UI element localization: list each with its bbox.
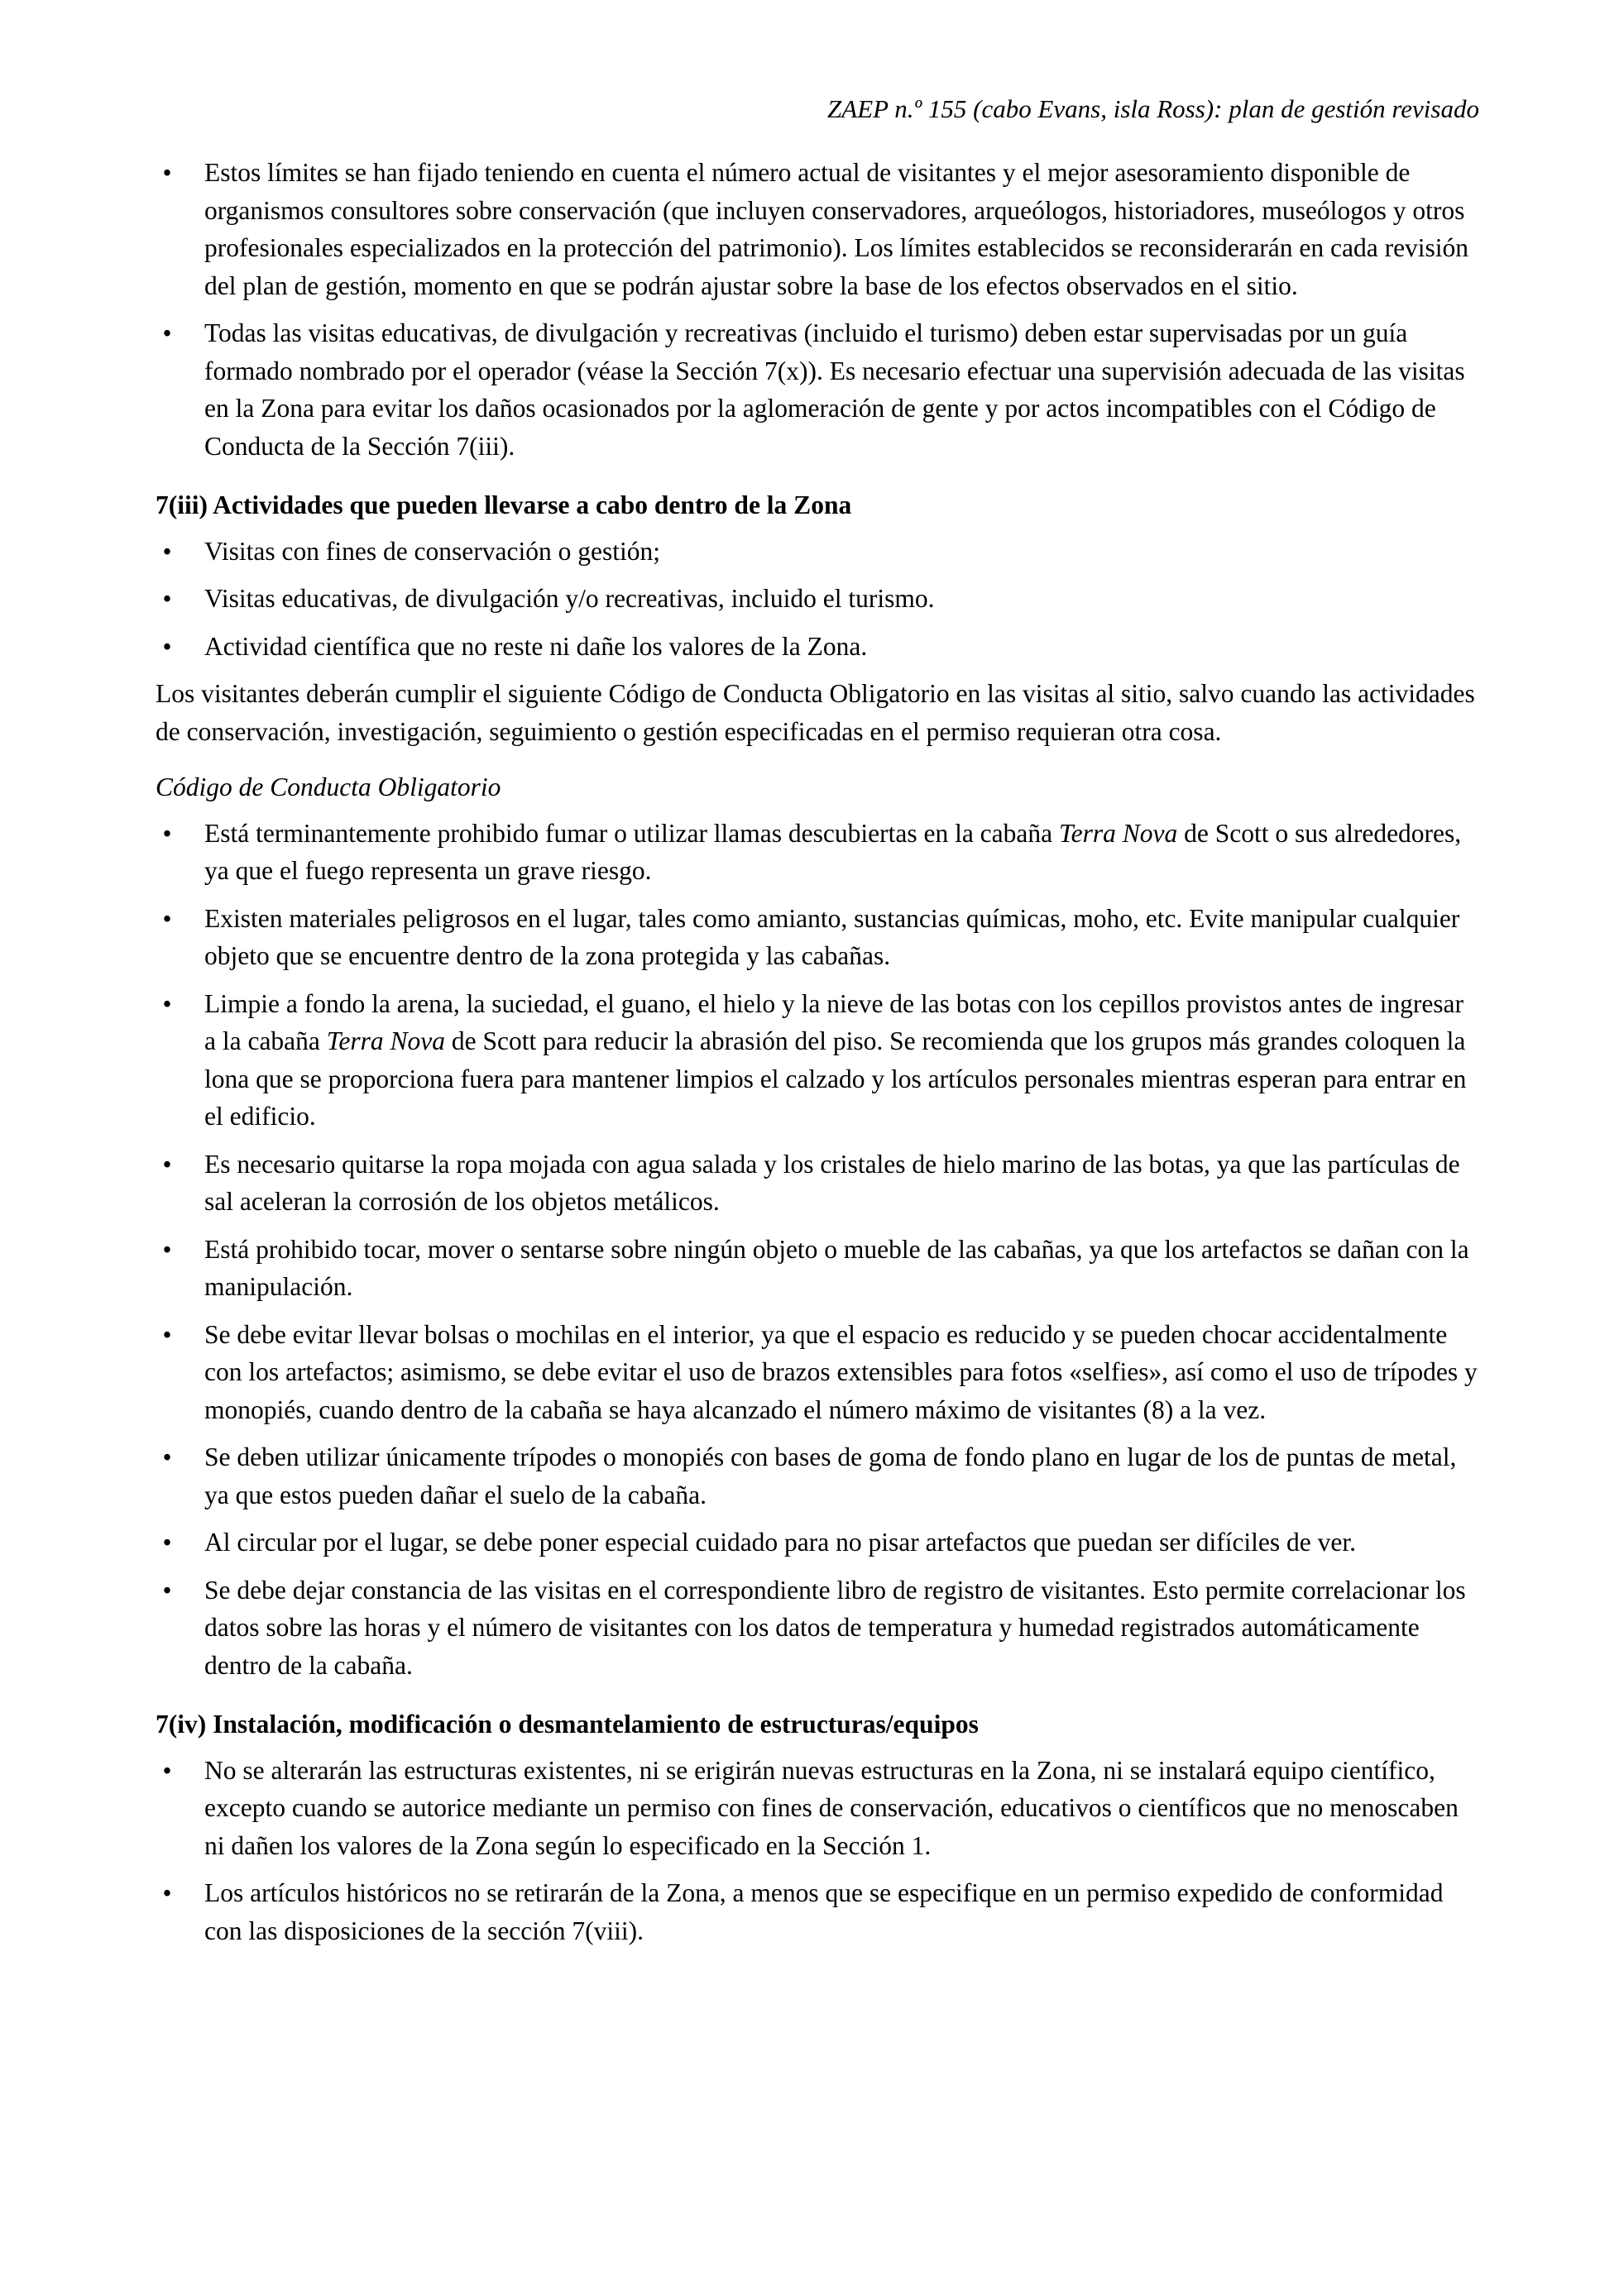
list-item-text: Está prohibido tocar, mover o sentarse sobre ningún objeto o mueble de las cabañas, ya que los artefactos se dañan con la manipulación. (204, 1234, 1469, 1301)
list-item-text: Se debe evitar llevar bolsas o mochilas en el interior, ya que el espacio es reducido y se pueden chocar accidentalmente con los artefactos; asimismo, se debe evitar el uso de brazos extensibles para fotos «selfies», así como el uso de trípodes y monopiés, cuando dentro de la cabaña se haya alcanzado el número máximo de visitantes (8) a la vez. (204, 1319, 1478, 1424)
list-item (156, 1523, 1479, 1562)
page-content (156, 154, 1479, 1959)
list-item-text: Está terminantemente prohibido fumar o utilizar llamas descubiertas en la cabaña Terra Nova de Scott o sus alrededores, ya que el fuego representa un grave riesgo. (204, 818, 1462, 885)
bullet-icon: • (162, 1878, 172, 1907)
list-item (156, 533, 1479, 571)
list-item (156, 900, 1479, 975)
list-item (156, 580, 1479, 618)
list-item-text: Los artículos históricos no se retirarán de la Zona, a menos que se especifique en un permiso expedido de conformidad con las disposiciones de la sección 7(viii). (204, 1878, 1444, 1945)
list-item-text: Es necesario quitarse la ropa mojada con agua salada y los cristales de hielo marino de las botas, ya que las partículas de sal aceleran la corrosión de los objetos metálicos. (204, 1149, 1460, 1216)
section-heading-7iii: 7(iii) Actividades que pueden llevarse a cabo dentro de la Zona (156, 490, 852, 519)
bullet-icon: • (162, 1319, 172, 1349)
bullet-list-permitted-activities (156, 533, 1479, 666)
list-item (156, 1231, 1479, 1306)
code-intro-paragraph: Los visitantes deberán cumplir el siguiente Código de Conducta Obligatorio en las visitas al sitio, salvo cuando las actividades de conservación, investigación, seguimiento o gestión especificadas en el permiso requieran otra cosa. (156, 679, 1475, 746)
bullet-list-structures (156, 1752, 1479, 1950)
bullet-icon: • (162, 903, 172, 933)
list-item-text: Visitas educativas, de divulgación y/o recreativas, incluido el turismo. (204, 584, 935, 613)
running-header: ZAEP n.º 155 (cabo Evans, isla Ross): plan de gestión revisado (827, 94, 1479, 123)
list-item (156, 314, 1479, 465)
bullet-icon: • (162, 1149, 172, 1179)
list-item (156, 815, 1479, 890)
list-item-text: No se alterarán las estructuras existentes, ni se erigirán nuevas estructuras en la Zona, ni se instalará equipo científico, excepto cuando se autorice mediante un permiso con fines de conservación, educativos o científicos que no menoscaben ni dañen los valores de la Zona según lo especificado en la Sección 1. (204, 1755, 1459, 1860)
bullet-list-visit-limits (156, 154, 1479, 465)
list-item (156, 1752, 1479, 1865)
list-item-text: Se deben utilizar únicamente trípodes o monopiés con bases de goma de fondo plano en lugar de los de puntas de metal, ya que estos pueden dañar el suelo de la cabaña. (204, 1442, 1457, 1509)
bullet-icon: • (162, 1442, 172, 1471)
list-item-text: Al circular por el lugar, se debe poner especial cuidado para no pisar artefactos que puedan ser difíciles de ver. (204, 1528, 1357, 1557)
list-item-text: Se debe dejar constancia de las visitas en el correspondiente libro de registro de visitantes. Esto permite correlacionar los datos sobre las horas y el número de visitantes con los datos de temperatura y humedad registrados automáticamente dentro de la cabaña. (204, 1575, 1466, 1680)
bullet-icon: • (162, 818, 172, 848)
list-item-text: Todas las visitas educativas, de divulgación y recreativas (incluido el turismo) deben estar supervisadas por un guía formado nombrado por el operador (véase la Sección 7(x)). Es necesario efectuar una supervisión adecuada de las visitas en la Zona para evitar los daños ocasionados por la aglomeración de gente y por actos incompatibles con el Código de Conducta de la Sección 7(iii). (204, 318, 1465, 461)
bullet-icon: • (162, 1755, 172, 1785)
list-item-text: Limpie a fondo la arena, la suciedad, el guano, el hielo y la nieve de las botas con los cepillos provistos antes de ingresar a la cabaña Terra Nova de Scott para reducir la abrasión del piso. Se recomienda que los grupos más grandes coloquen la lona que se proporciona fuera para mantener limpios el calzado y los artículos personales mientras esperan para entrar en el edificio. (204, 988, 1467, 1131)
list-item (156, 1571, 1479, 1685)
list-item (156, 985, 1479, 1136)
bullet-icon: • (162, 318, 172, 347)
bullet-icon: • (162, 631, 172, 661)
bullet-icon: • (162, 1575, 172, 1605)
bullet-icon: • (162, 1234, 172, 1264)
list-item-text: Existen materiales peligrosos en el lugar, tales como amianto, sustancias químicas, moho, etc. Evite manipular cualquier objeto que se encuentre dentro de la zona protegida y las cabañas. (204, 903, 1460, 970)
bullet-list-code-of-conduct (156, 815, 1479, 1685)
list-item-text: Actividad científica que no reste ni dañe los valores de la Zona. (204, 631, 868, 661)
list-item-text: Visitas con fines de conservación o gestión; (204, 536, 660, 566)
list-item (156, 1874, 1479, 1949)
bullet-icon: • (162, 988, 172, 1018)
list-item-text: Estos límites se han fijado teniendo en cuenta el número actual de visitantes y el mejor asesoramiento disponible de organismos consultores sobre conservación (que incluyen conservadores, arqueólogos, historiadores, museólogos y otros profesionales especializados en la protección del patrimonio). Los límites establecidos se reconsiderarán en cada revisión del plan de gestión, momento en que se podrán ajustar sobre la base de los efectos observados en el sitio. (204, 158, 1469, 300)
list-item (156, 1438, 1479, 1514)
list-item (156, 1316, 1479, 1429)
bullet-icon: • (162, 584, 172, 613)
bullet-icon: • (162, 536, 172, 566)
bullet-icon: • (162, 158, 172, 187)
code-of-conduct-heading: Código de Conducta Obligatorio (156, 773, 501, 801)
list-item (156, 628, 1479, 666)
list-item (156, 1146, 1479, 1221)
section-heading-7iv: 7(iv) Instalación, modificación o desmantelamiento de estructuras/equipos (156, 1710, 979, 1739)
emphasis-terra-nova: Terra Nova (1058, 818, 1178, 848)
emphasis-terra-nova: Terra Nova (326, 1026, 446, 1055)
list-item (156, 154, 1479, 304)
bullet-icon: • (162, 1528, 172, 1557)
